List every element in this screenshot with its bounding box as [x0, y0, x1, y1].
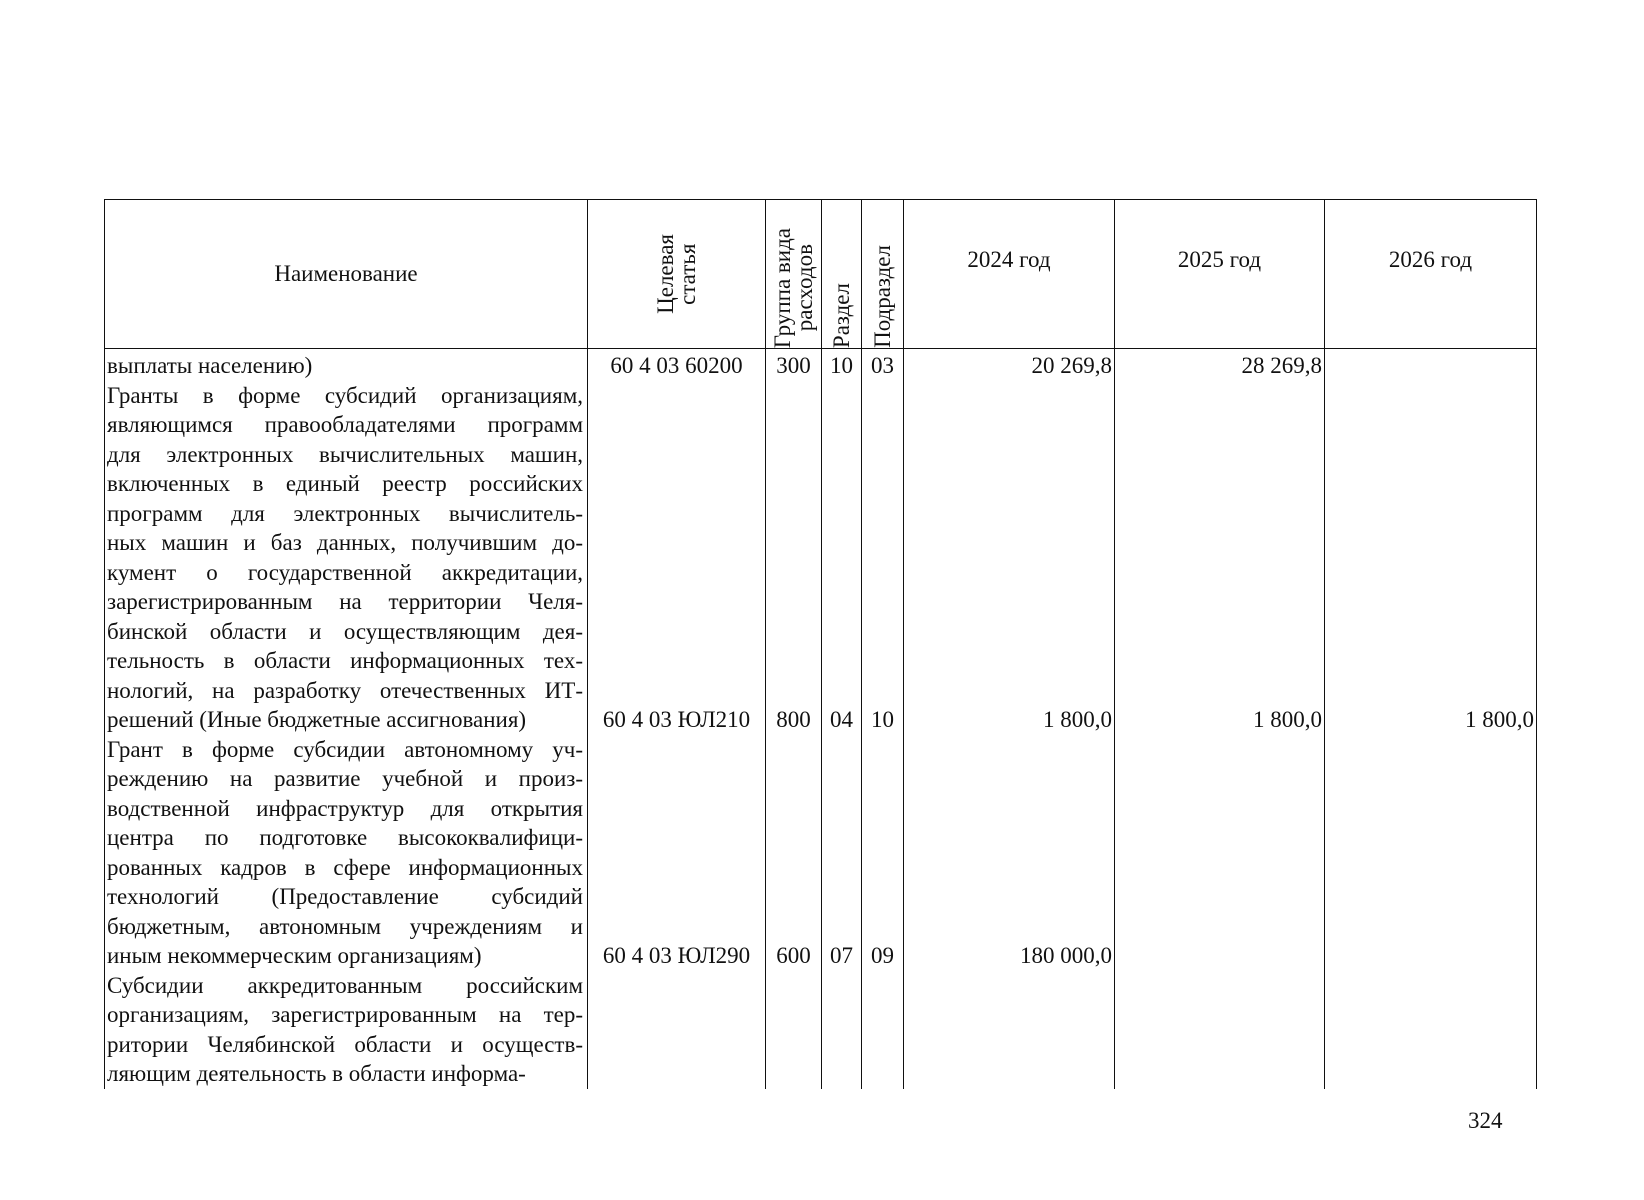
row-name-line: являющимся правообладателями программ — [107, 412, 583, 437]
table-row — [105, 971, 1537, 1089]
header-subsection-label: Подраздел — [869, 245, 895, 348]
row-name-line: ных машин и баз данных, получившим до- — [107, 530, 583, 555]
row-name-line: иным некоммерческим организациям) — [107, 943, 482, 968]
row-expense-group-cell — [766, 381, 822, 735]
row-value-2026: 1 800,0 — [1465, 707, 1534, 732]
row-name-line: рованных кадров в сфере информационных — [107, 854, 583, 880]
row-expense-group: 800 — [776, 707, 811, 732]
row-value-2025: 28 269,8 — [1241, 353, 1322, 378]
row-value-2024-cell — [904, 971, 1115, 1089]
row-target-code: 60 4 03 ЮЛ210 — [602, 707, 751, 732]
row-value-2025-cell — [1115, 381, 1325, 735]
row-value-2026 — [1325, 735, 1534, 942]
header-target-label: Целевая статья — [652, 234, 700, 314]
row-expense-group: 300 — [776, 353, 811, 378]
header-expense-group-label: Группа вида расходов — [769, 227, 817, 348]
row-subsection-cell — [862, 971, 904, 1089]
row-name-line: нологий, на разработку отечественных ИТ- — [107, 677, 583, 703]
row-section-cell — [822, 735, 862, 971]
row-value-2025 — [1115, 735, 1322, 942]
row-value-2026-cell — [1325, 381, 1537, 735]
row-value-2024-cell — [904, 381, 1115, 735]
row-section: 07 — [830, 943, 853, 968]
row-name-line: выплаты населению) — [107, 353, 313, 378]
row-name-line: тельность в области информационных тех- — [107, 648, 583, 673]
header-section — [822, 200, 862, 349]
row-value-2025: 1 800,0 — [1253, 707, 1322, 732]
row-value-2026-cell — [1325, 349, 1537, 381]
row-value-2026 — [1325, 971, 1534, 1060]
row-name-line: ляющим деятельность в области информа- — [107, 1061, 526, 1086]
row-expense-group — [766, 971, 821, 1060]
row-name-line: решений (Иные бюджетные ассигнования) — [107, 707, 527, 732]
row-name-line: Субсидии аккредитованным российским — [107, 972, 583, 998]
row-value-2025-cell — [1115, 971, 1325, 1089]
header-2025-label: 2025 год — [1177, 247, 1262, 273]
row-target-code — [588, 971, 765, 1060]
row-section-cell — [822, 349, 862, 381]
row-name-line: включенных в единый реестр российских — [107, 471, 583, 496]
row-value-2024-cell — [904, 735, 1115, 971]
header-subsection — [862, 200, 904, 349]
row-expense-group-cell — [766, 735, 822, 971]
row-subsection: 03 — [871, 353, 894, 378]
row-target-code-cell — [588, 381, 766, 735]
row-name-line: технологий (Предоставление субсидий — [107, 884, 583, 909]
row-name-line: Гранты в форме субсидий организациям, — [107, 382, 583, 408]
budget-table — [104, 199, 1537, 1089]
header-target — [588, 200, 766, 349]
row-subsection: 10 — [871, 707, 894, 732]
header-section-label: Раздел — [828, 282, 854, 348]
row-target-code: 60 4 03 ЮЛ290 — [602, 943, 751, 968]
row-value-2025-cell — [1115, 735, 1325, 971]
row-name-cell — [105, 735, 588, 971]
header-2025 — [1115, 200, 1325, 349]
row-subsection — [862, 971, 903, 1060]
row-name-line: реждению на развитие учебной и произ- — [107, 766, 583, 791]
row-name-line: бинской области и осуществляющим дея- — [107, 618, 583, 644]
table-header-row — [105, 200, 1537, 349]
row-name-cell — [105, 349, 588, 381]
header-name-label: Наименование — [274, 261, 418, 287]
row-target-code: 60 4 03 60200 — [610, 353, 743, 378]
header-2026-label: 2026 год — [1388, 247, 1473, 273]
row-value-2026-cell — [1325, 971, 1537, 1089]
row-name-line: кумент о государственной аккредитации, — [107, 559, 583, 585]
row-section-cell — [822, 381, 862, 735]
row-subsection-cell — [862, 735, 904, 971]
row-target-code-cell — [588, 735, 766, 971]
table-row — [105, 349, 1537, 381]
row-value-2024: 20 269,8 — [1031, 353, 1112, 378]
table-body — [105, 349, 1537, 1089]
row-target-code-cell — [588, 349, 766, 381]
row-name-cell — [105, 971, 588, 1089]
row-value-2025-cell — [1115, 349, 1325, 381]
row-value-2025 — [1115, 971, 1322, 1060]
row-name-line: Грант в форме субсидии автономному уч- — [107, 736, 583, 762]
row-subsection-cell — [862, 349, 904, 381]
row-name-line: зарегистрированным на территории Челя- — [107, 589, 583, 614]
table-row — [105, 381, 1537, 735]
row-expense-group-cell — [766, 971, 822, 1089]
row-name-line: организациям, зарегистрированным на тер- — [107, 1002, 583, 1027]
header-2024 — [904, 200, 1115, 349]
row-value-2026-cell — [1325, 735, 1537, 971]
row-name-line: центра по подготовке высококвалифици- — [107, 825, 583, 850]
row-value-2024: 1 800,0 — [1043, 707, 1112, 732]
row-subsection-cell — [862, 381, 904, 735]
header-2024-label: 2024 год — [967, 247, 1051, 273]
row-section — [822, 971, 861, 1060]
row-name-line: ритории Челябинской области и осуществ- — [107, 1031, 583, 1057]
row-name-line: водственной инфраструктур для открытия — [107, 795, 583, 821]
header-2026 — [1325, 200, 1537, 349]
row-expense-group: 600 — [776, 943, 811, 968]
row-value-2024 — [904, 971, 1112, 1060]
row-name-line: для электронных вычислительных машин, — [107, 441, 583, 467]
page-number: 324 — [1468, 1108, 1503, 1133]
row-expense-group-cell — [766, 349, 822, 381]
row-target-code-cell — [588, 971, 766, 1089]
row-name-line: бюджетным, автономным учреждениям и — [107, 913, 583, 939]
header-name — [105, 200, 588, 349]
row-subsection: 09 — [871, 943, 894, 968]
row-name-line: программ для электронных вычислитель- — [107, 500, 583, 526]
row-name-cell — [105, 381, 588, 735]
row-value-2024: 180 000,0 — [1020, 943, 1112, 968]
row-value-2024-cell — [904, 349, 1115, 381]
header-expense-group — [766, 200, 822, 349]
row-section: 10 — [830, 353, 853, 378]
table-row — [105, 735, 1537, 971]
row-section-cell — [822, 971, 862, 1089]
row-section: 04 — [830, 707, 853, 732]
